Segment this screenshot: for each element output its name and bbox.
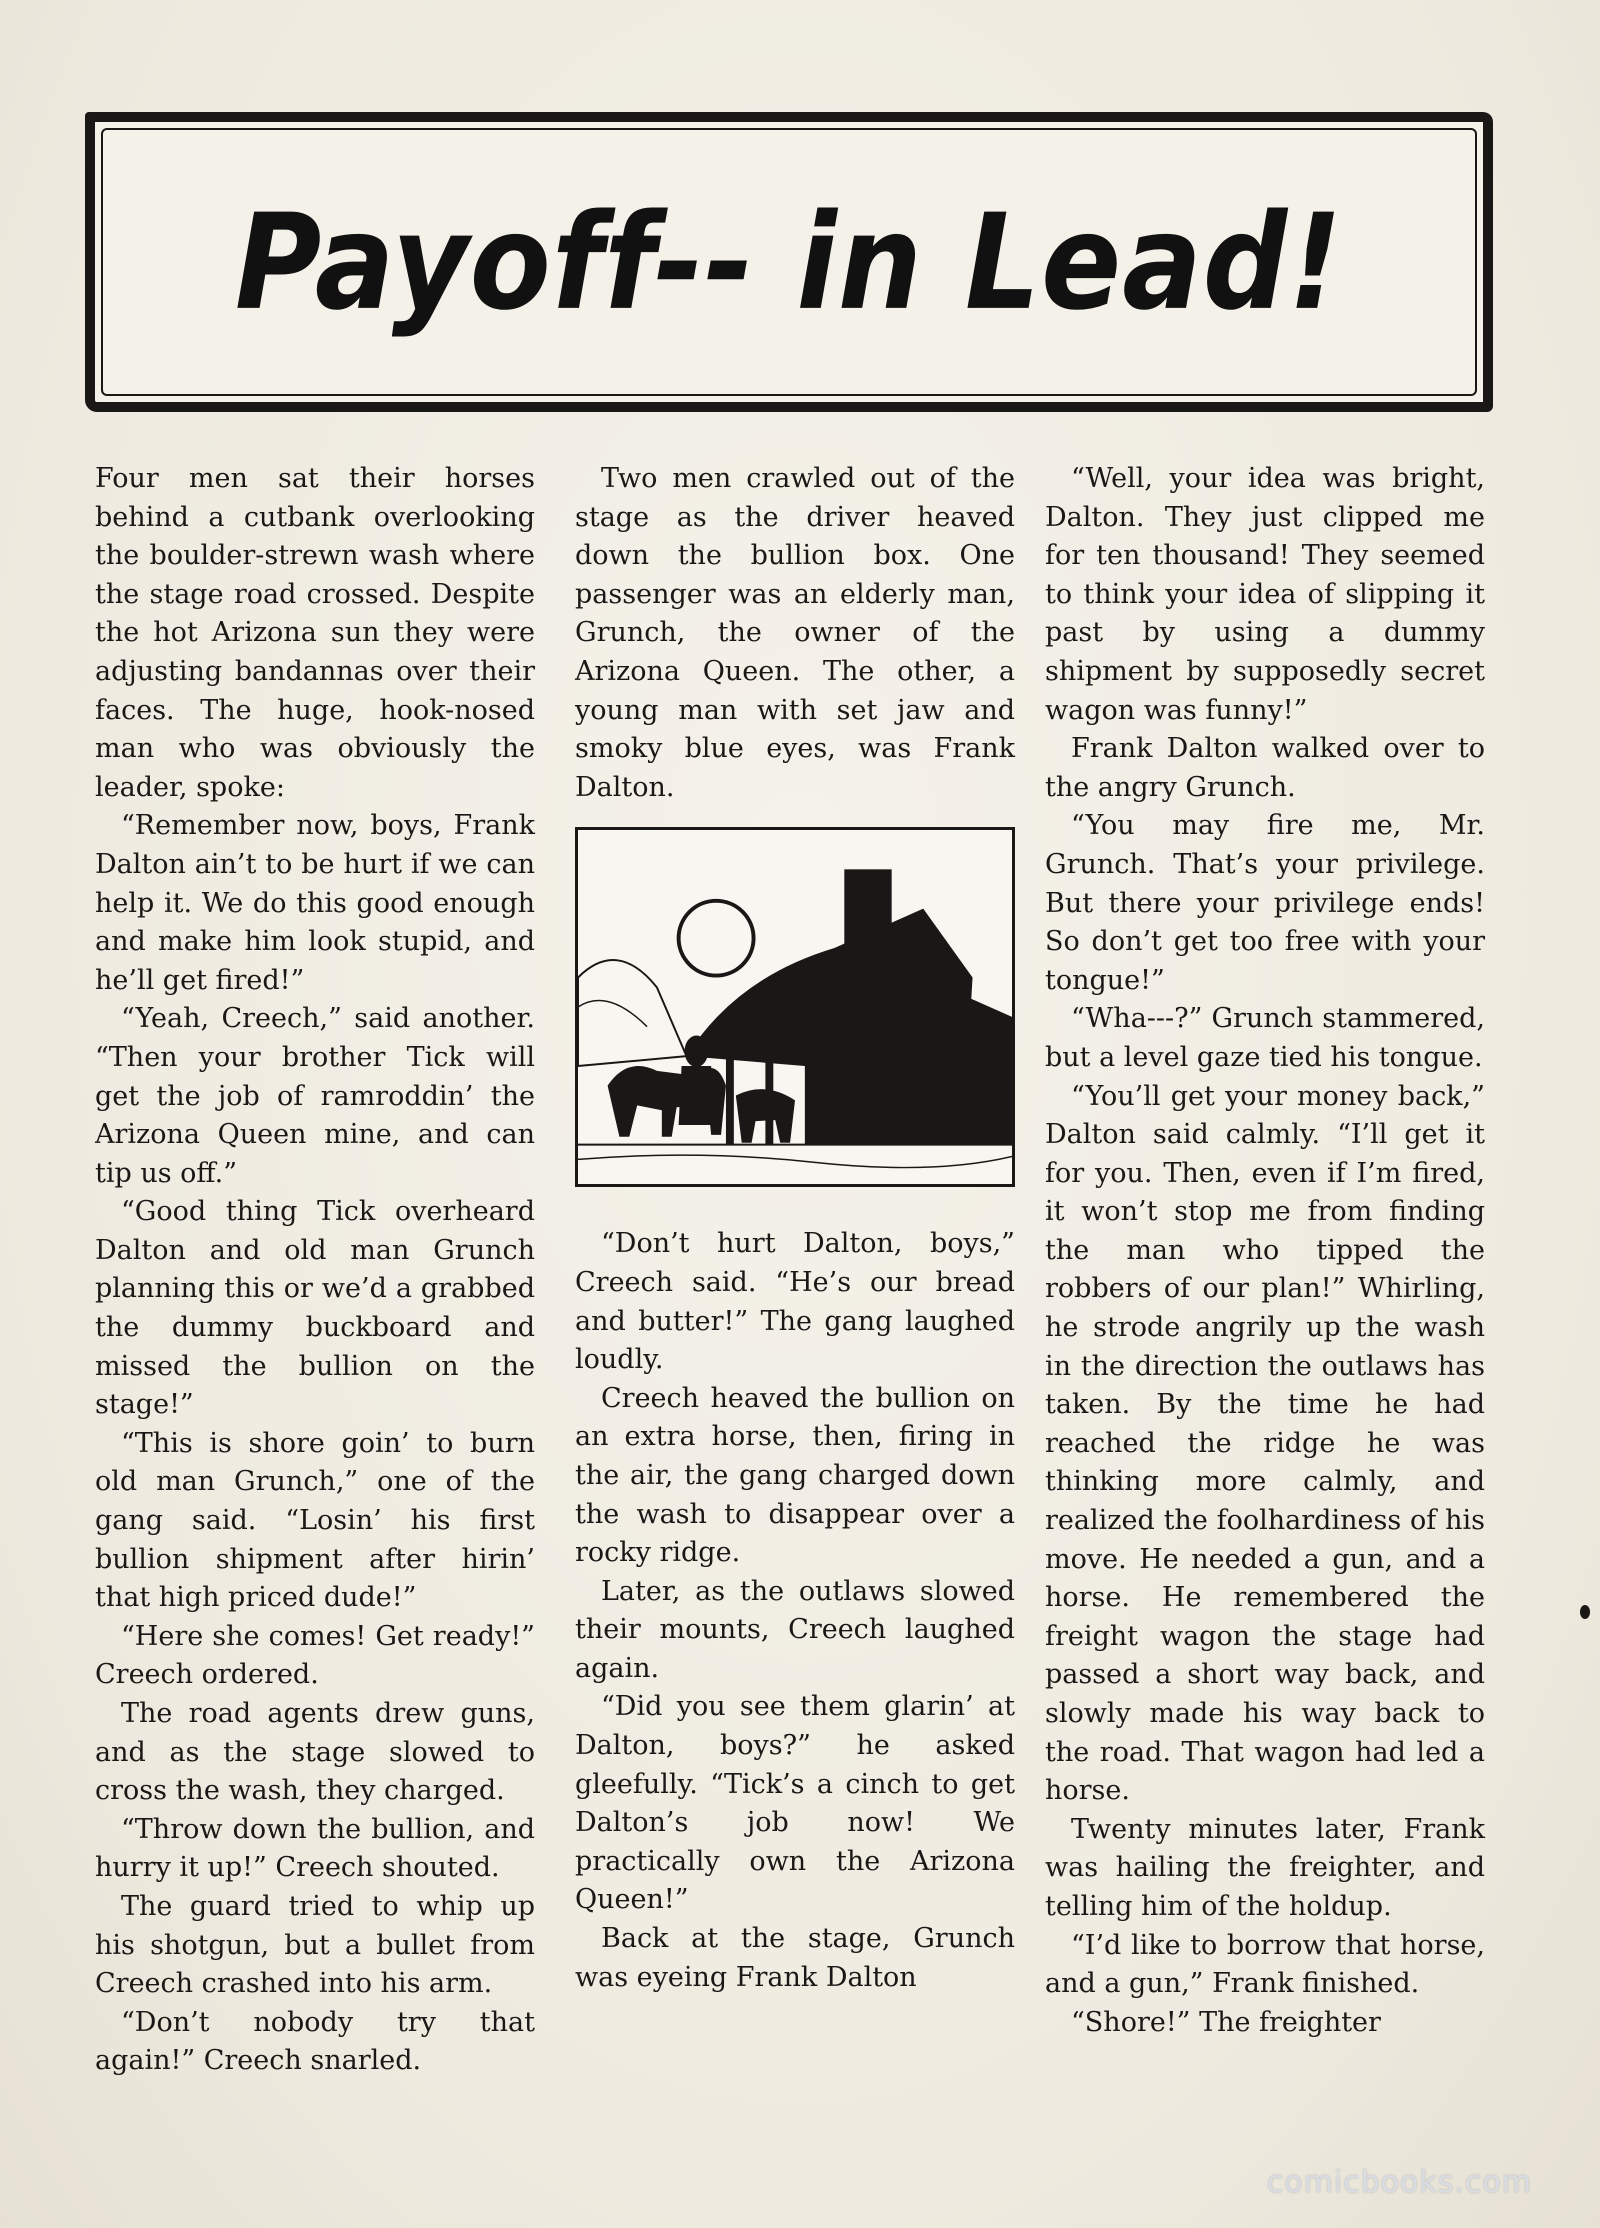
paragraph: “Wha---?” Grunch stammered, but a level gaze tied his tongue. — [1045, 1003, 1485, 1073]
paragraph: Four men sat their horses behind a cutbank overlooking the boulder-strewn wash where the stage road crossed. Despite the hot Arizona sun they were adjusting bandannas over their faces. The huge, hook-nosed man who was obviously the leader, spoke: — [95, 463, 535, 803]
paragraph: Two men crawled out of the stage as the driver heaved down the bullion box. One passenger was an elderly man, Grunch, the owner of the Arizona Queen. The other, a young man with set jaw and smoky blue eyes, was Frank Dalton. — [575, 463, 1015, 803]
paragraph: “You may fire me, Mr. Grunch. That’s your privilege. But there your privilege ends! So don’t get too free with your tongue!” — [1045, 810, 1485, 996]
paragraph: “I’d like to borrow that horse, and a gun,” Frank finished. — [1045, 1929, 1485, 2000]
paragraph: “You’ll get your money back,” Dalton said calmly. “I’ll get it for you. Then, even if I’m fired, it won’t stop me from finding the man who tipped the robbers of our plan!” Whirling, he strode angrily up the wash in the direction the outlaws has taken. By the time he had reached the ridge he was thinking more calmly, and realized the foolhardiness of his move. He needed a gun, and a horse. He remembered the freight wagon the stage had passed a short way back, and slowly made his way back to the road. That wagon had led a horse. — [1045, 1080, 1485, 1807]
sun-icon — [679, 901, 754, 976]
paragraph: “Good thing Tick overheard Dalton and old man Grunch planning this or we’d a grabbed the dummy buckboard and missed the bullion on the stage!” — [95, 1196, 535, 1421]
illustration-frame — [575, 827, 1015, 1187]
paragraph: Twenty minutes later, Frank was hailing the freighter, and telling him of the holdup. — [1045, 1813, 1485, 1922]
paragraph: “Don’t hurt Dalton, boys,” Creech said. “He’s our bread and butter!” The gang laughed loudly. — [575, 1228, 1015, 1376]
paragraph: “Don’t nobody try that again!” Creech snarled. — [95, 2006, 535, 2077]
paragraph: The guard tried to whip up his shotgun, but a bullet from Creech crashed into his arm. — [95, 1890, 535, 2000]
paragraph: “Yeah, Creech,” said another. “Then your brother Tick will get the job of ramroddin’ the Arizona Queen mine, and can tip us off.” — [95, 1003, 535, 1189]
title-banner — [85, 112, 1493, 412]
paragraph: Creech heaved the bullion on an extra horse, then, firing in the air, the gang charged down the wash to disappear over a rocky ridge. — [575, 1382, 1015, 1569]
paragraph: “Remember now, boys, Frank Dalton ain’t to be hurt if we can help it. We do this good enough and make him look stupid, and he’ll get fired!” — [95, 810, 535, 996]
paragraph: “This is shore goin’ to burn old man Grunch,” one of the gang said. “Losin’ his first bullion shipment after hirin’ that high priced dude!” — [95, 1427, 535, 1614]
cabin-sunset-illustration — [578, 830, 1012, 1184]
paragraph: “Did you see them glarin’ at Dalton, boys?” he asked gleefully. “Tick’s a cinch to get Dalton’s job now! We practically own the Arizona Queen!” — [575, 1691, 1015, 1916]
column-1 — [95, 460, 535, 2081]
paragraph: Back at the stage, Grunch was eyeing Frank Dalton — [575, 1923, 1015, 1993]
paragraph: “Shore!” The freighter — [1071, 2006, 1381, 2038]
watermark: comicbooks.com — [1266, 2165, 1532, 2200]
paragraph: “Here she comes! Get ready!” Creech ordered. — [95, 1620, 535, 1691]
paragraph: Later, as the outlaws slowed their mounts, Creech laughed again. — [575, 1575, 1015, 1684]
illustration — [575, 827, 1015, 1187]
column-3 — [1045, 460, 1485, 2042]
story-title: Payoff-- in Lead! — [234, 184, 1344, 340]
paragraph: Frank Dalton walked over to the angry Grunch. — [1045, 733, 1485, 803]
paragraph: “Well, your idea was bright, Dalton. They just clipped me for ten thousand! They seemed to think your idea of slipping it past by using a dummy shipment by supposedly secret wagon was funny!” — [1045, 463, 1485, 726]
paragraph: “Throw down the bullion, and hurry it up!” Creech shouted. — [95, 1813, 535, 1884]
column-2 — [575, 460, 1015, 1997]
paragraph: The road agents drew guns, and as the stage slowed to cross the wash, they charged. — [95, 1698, 535, 1807]
ink-dot — [1580, 1605, 1590, 1619]
